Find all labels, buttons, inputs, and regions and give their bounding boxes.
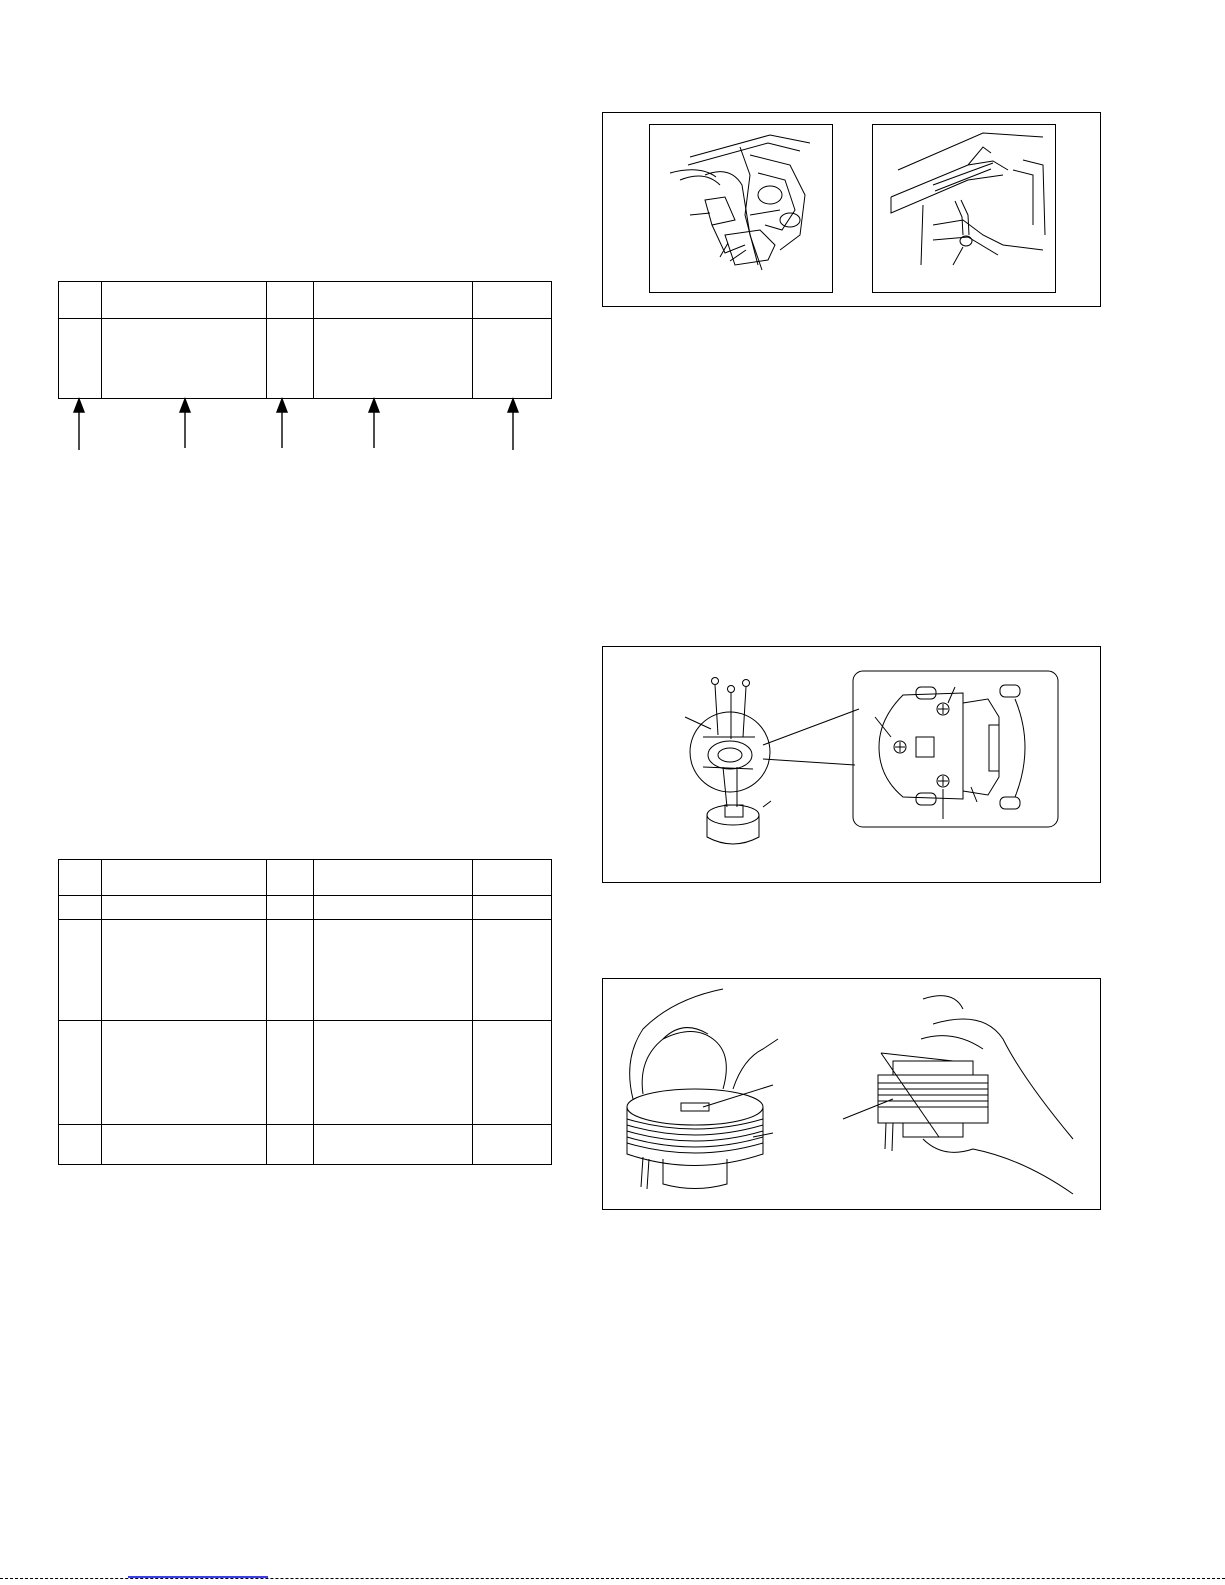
table-cell: [267, 920, 314, 1021]
figure-1-right-panel: [872, 124, 1056, 293]
table-cell: [267, 896, 314, 920]
table-cell: [473, 319, 552, 399]
bottom-table-row: [59, 920, 552, 1021]
footer-link-underline[interactable]: [128, 1576, 268, 1578]
table-cell: [102, 319, 267, 399]
table-cell: [59, 860, 102, 896]
up-arrow-icon: [369, 399, 379, 448]
table-cell: [314, 1125, 473, 1165]
up-arrow-icon: [74, 399, 84, 450]
loader-drawing-icon: [873, 125, 1055, 292]
up-arrow-icon: [277, 399, 287, 448]
bottom-table-header-row: [59, 860, 552, 896]
motor-screw-drawing-icon: [603, 647, 1100, 882]
table-cell: [267, 1021, 314, 1125]
coil-windings: [878, 1083, 988, 1107]
bottom-table-row: [59, 1021, 552, 1125]
table-cell: [473, 282, 552, 319]
table-cell: [59, 1021, 102, 1125]
table-cell: [59, 282, 102, 319]
table-cell: [102, 896, 267, 920]
table-cell: [267, 282, 314, 319]
table-cell: [102, 282, 267, 319]
bottom-table: [58, 859, 552, 1165]
table-cell: [473, 1021, 552, 1125]
screw-icon: [712, 678, 719, 736]
coil-windings: [627, 1119, 763, 1153]
table-cell: [102, 1021, 267, 1125]
table-cell: [267, 860, 314, 896]
top-table: [58, 281, 552, 399]
table-cell: [314, 319, 473, 399]
up-arrow-icon: [180, 399, 190, 448]
coil-handling-drawing-icon: [603, 979, 1100, 1209]
table-cell: [473, 896, 552, 920]
figure-3: [602, 978, 1101, 1210]
bottom-table-row: [59, 896, 552, 920]
top-table-header-row: [59, 282, 552, 319]
table-cell: [102, 1125, 267, 1165]
footer-divider: [0, 1578, 1225, 1579]
mechanism-drawing-icon: [650, 125, 832, 292]
table-cell: [59, 319, 102, 399]
figure-1-left-panel: [649, 124, 833, 293]
table-cell: [267, 319, 314, 399]
figure-2: [602, 646, 1101, 883]
table-cell: [59, 1125, 102, 1165]
top-table-row: [59, 319, 552, 399]
table-cell: [314, 920, 473, 1021]
table-cell: [59, 920, 102, 1021]
figure-1: [602, 112, 1101, 307]
table-cell: [314, 896, 473, 920]
table-cell: [102, 860, 267, 896]
up-arrow-icon: [508, 399, 518, 450]
bottom-table-row: [59, 1125, 552, 1165]
table-cell: [473, 1125, 552, 1165]
table-cell: [314, 860, 473, 896]
table-cell: [102, 920, 267, 1021]
table-cell: [59, 896, 102, 920]
table-cell: [473, 860, 552, 896]
screw-icon: [743, 680, 750, 738]
table-cell: [473, 920, 552, 1021]
table-cell: [267, 1125, 314, 1165]
table-cell: [314, 282, 473, 319]
column-arrows: [58, 396, 552, 452]
table-cell: [314, 1021, 473, 1125]
